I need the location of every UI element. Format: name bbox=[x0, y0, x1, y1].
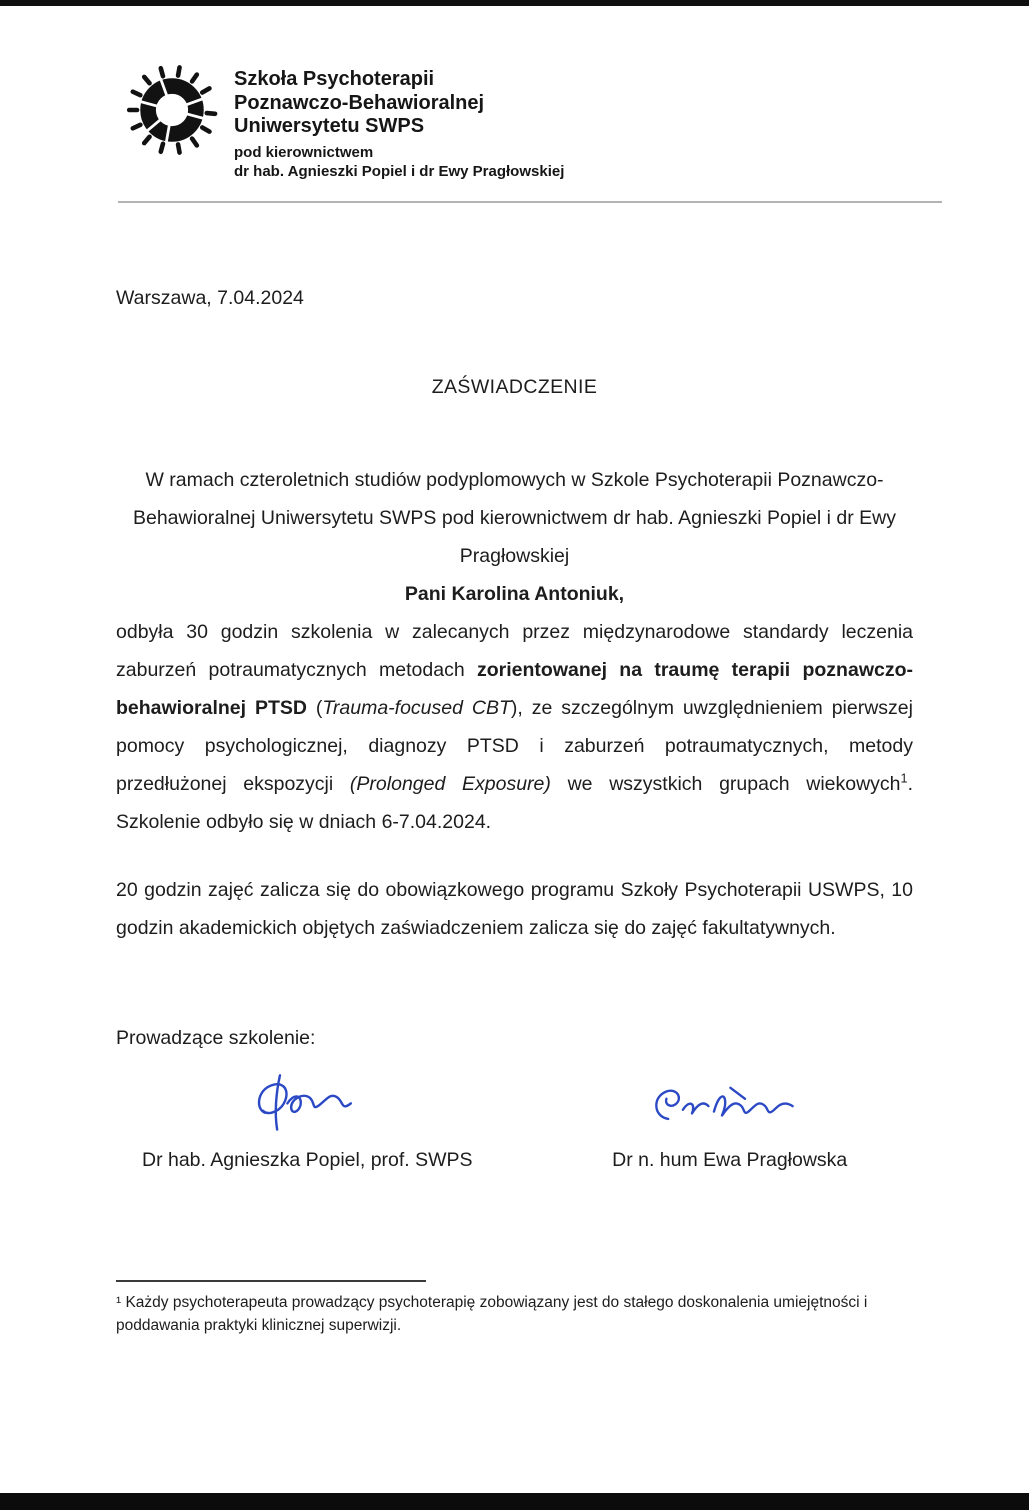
signatures-row bbox=[116, 1064, 913, 1172]
document-title: ZAŚWIADCZENIE bbox=[431, 375, 598, 398]
header-divider bbox=[118, 201, 942, 203]
intro-paragraph: W ramach czteroletnich studiów podyplomowych w Szkole Psychoterapii Poznawczo-Behawioralnej Uniwersytetu SWPS pod kierownictwem dr hab. Agnieszki Popiel i dr Ewy Pragłowskiej bbox=[132, 468, 896, 567]
letterhead-subtitle-line2: dr hab. Agnieszki Popiel i dr Ewy Pragłowskiej bbox=[234, 162, 565, 180]
signature-block-left bbox=[116, 1064, 499, 1172]
school-name-line3: Uniwersytetu SWPS bbox=[234, 115, 425, 137]
scan-edge-top bbox=[0, 0, 1029, 6]
signer-name-left: Dr hab. Agnieszka Popiel, prof. SWPS bbox=[141, 1148, 473, 1171]
signer-name-right: Dr n. hum Ewa Pragłowska bbox=[612, 1148, 848, 1171]
footnote-text: ¹ Każdy psychoterapeuta prowadzący psychoterapię zobowiązany jest do stałego doskonalenia umiejętności i poddawania praktyki klinicznej superwizji. bbox=[116, 1293, 868, 1334]
body-paragraph-1: odbyła 30 godzin szkolenia w zalecanych przez międzynarodowe standardy leczenia zaburzeń potraumatycznych metodach zorientowanej na traumę terapii poznawczo-behawioralnej PTSD (Trauma-focused CBT), ze szczególnym uwzględnieniem pierwszej pomocy psychologicznej, diagnozy PTSD i zaburzeń potraumatycznych, metody przedłużonej ekspozycji (Prolonged Exposure) we wszystkich grupach wiekowych$^1$. Szkolenie odbyło się w dniach 6-7.04.2024. bbox=[116, 620, 914, 833]
trainers-label: Prowadzące szkolenie: bbox=[116, 1026, 316, 1049]
school-name-line2: Poznawczo-Behawioralnej bbox=[234, 91, 485, 114]
school-name-line1: Szkoła Psychoterapii bbox=[234, 68, 435, 90]
signature-praglowska-icon bbox=[642, 1075, 817, 1139]
letterhead-text bbox=[234, 64, 564, 181]
footnote-divider bbox=[116, 1280, 426, 1282]
body-paragraph-2: 20 godzin zajęć zalicza się do obowiązkowego programu Szkoły Psychoterapii USWPS, 10 godzin akademickich objętych zaświadczeniem zalicza się do zajęć fakultatywnych. bbox=[116, 878, 913, 939]
letterhead bbox=[0, 0, 1029, 181]
recipient-name: Pani Karolina Antoniuk, bbox=[404, 582, 625, 605]
signature-popiel-icon bbox=[237, 1064, 377, 1139]
scan-edge-bottom bbox=[0, 1493, 1029, 1510]
letterhead-subtitle-line1: pod kierownictwem bbox=[234, 143, 374, 161]
swps-sun-logo-icon bbox=[126, 64, 218, 156]
dateline: Warszawa, 7.04.2024 bbox=[116, 286, 304, 309]
document-body bbox=[0, 287, 1029, 1337]
signature-block-right bbox=[546, 1075, 913, 1172]
